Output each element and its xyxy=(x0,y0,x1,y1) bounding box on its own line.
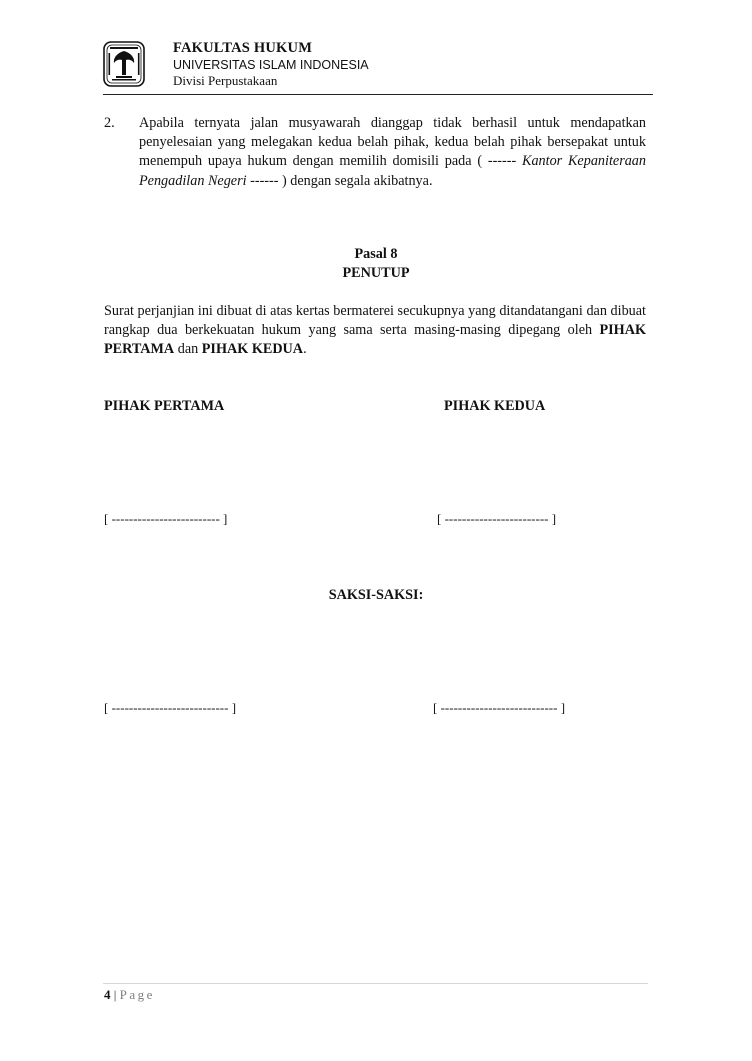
second-party-label: PIHAK KEDUA xyxy=(444,398,546,414)
page-footer xyxy=(104,987,155,1003)
witness1-signature-line: [ --------------------------- ] xyxy=(104,700,237,715)
article-title: Pasal 8 xyxy=(354,246,398,262)
closing-period: . xyxy=(303,341,307,358)
page-label: Page xyxy=(119,987,155,1002)
header-divider xyxy=(103,94,653,95)
university-name: UNIVERSITAS ISLAM INDONESIA xyxy=(173,58,369,72)
clause-number: 2. xyxy=(104,115,115,131)
closing-paragraph xyxy=(104,302,646,360)
footer-separator: | xyxy=(110,987,120,1002)
university-logo-icon xyxy=(103,41,145,87)
clause-text-part2: ------ ) dengan segala akibatnya. xyxy=(246,172,433,189)
faculty-name: FAKULTAS HUKUM xyxy=(173,40,313,56)
letterhead xyxy=(103,40,653,94)
clause-court-name: Kantor Kepaniteraan Pengadilan Negeri xyxy=(139,153,646,189)
closing-text: Surat perjanjian ini dibuat di atas kertas bermaterei secukupnya yang ditandatangani dan dibuat rangkap dua berkekuatan hukum yang sama serta masing-masing dipegang oleh xyxy=(104,303,646,339)
first-party-label: PIHAK PERTAMA xyxy=(104,398,225,414)
footer-divider xyxy=(103,983,648,984)
witness2-signature-line: [ --------------------------- ] xyxy=(433,700,566,715)
article-subtitle: PENUTUP xyxy=(342,265,410,281)
clause-item xyxy=(104,114,646,191)
page-number: 4 xyxy=(104,987,111,1002)
witnesses-label: SAKSI-SAKSI: xyxy=(328,587,424,603)
clause-text xyxy=(139,114,646,191)
closing-party1: PIHAK PERTAMA xyxy=(104,322,646,358)
clause-text-part1: Apabila ternyata jalan musyawarah dianggap tidak berhasil untuk mendapatkan penyelesaian yang melegakan kedua belah pihak, kedua belah pihak bersepakat untuk menempuh upaya hukum dengan memilih domisili pada ( ------ xyxy=(139,115,646,170)
closing-party2: PIHAK KEDUA xyxy=(201,341,304,358)
closing-connector: dan xyxy=(174,341,202,358)
second-party-signature-line: [ ------------------------ ] xyxy=(437,511,557,526)
division-name: Divisi Perpustakaan xyxy=(173,73,278,88)
letterhead-text xyxy=(173,40,369,89)
first-party-signature-line: [ ------------------------- ] xyxy=(104,511,228,526)
